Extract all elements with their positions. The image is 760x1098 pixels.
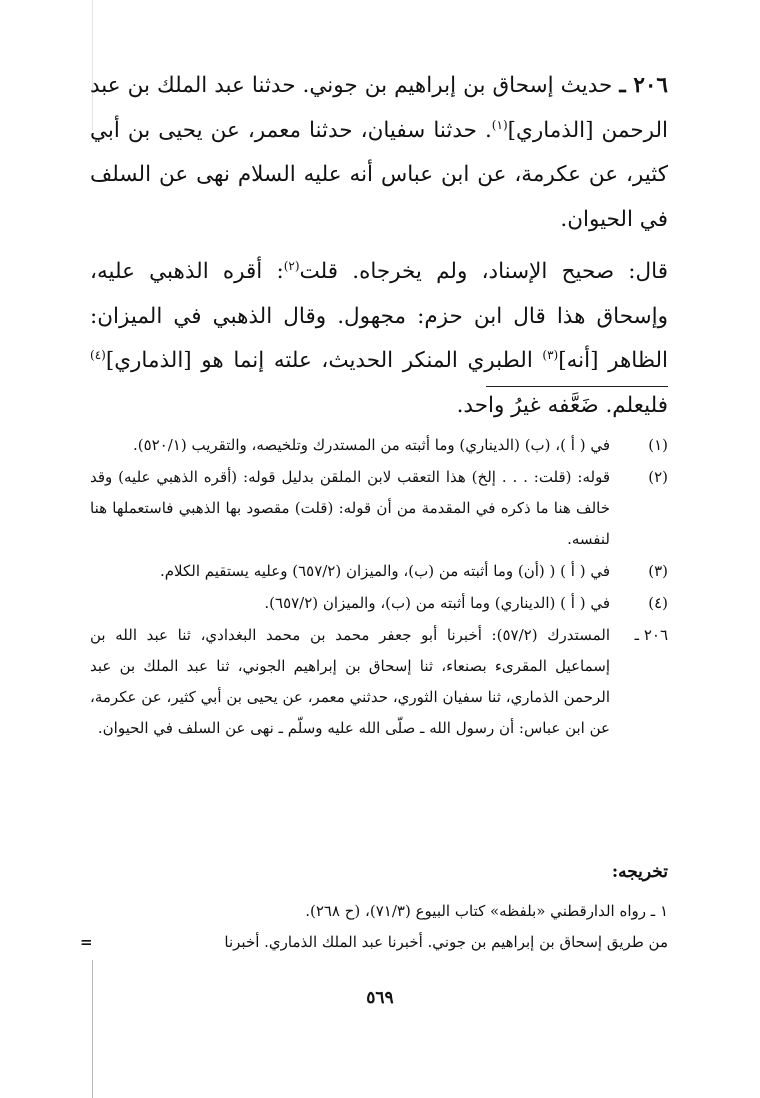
hadith-text-2: . حدثنا سفيان، حدثنا معمر، عن يحيى بن أبي كثير، عن عكرمة، عن ابن عباس أنه عليه السلام نهى عن السلف في الحيوان. <box>90 117 668 232</box>
footnote-ref-2: (٢) <box>283 258 300 273</box>
footnote-separator <box>486 386 668 387</box>
footnote-text: في ( أ ) ( (أن) وما أثبته من (ب)، والميزان (٦٥٧/٢) وعليه يستقيم الكلام. <box>159 562 610 580</box>
page-edge-line-bottom <box>92 960 93 1098</box>
commentary-text-1: قال: صحيح الإسناد، ولم يخرجاه. قلت <box>299 259 668 284</box>
footnote-ref-1: (١) <box>491 117 508 132</box>
source-note-number: ٢٠٦ ـ <box>634 626 668 644</box>
takhrij-line-1: ١ ـ رواه الدارقطني «بلفظه» كتاب البيوع (٧١/٣)، (ح ٢٦٨). <box>305 902 668 920</box>
footnote <box>90 462 668 555</box>
footnote-number: (٣) <box>648 562 668 580</box>
hadith-text-1: حديث إسحاق بن إبراهيم بن جوني. حدثنا عبد الملك بن عبد الرحمن [الذماري] <box>90 73 668 143</box>
takhrij-line <box>90 896 668 927</box>
footnote-number: (١) <box>648 436 668 454</box>
footnote-number: (٤) <box>648 594 668 612</box>
footnote-text: في ( أ ) (الديناري) وما أثبته من (ب)، والميزان (٦٥٧/٢). <box>264 594 610 612</box>
takhrij-section <box>80 896 668 958</box>
footnote-text: قوله: (قلت: . . . إلخ) هذا التعقب لابن الملقن بدليل قوله: (أقره الذهبي عليه) وقد خالف هنا ما ذكره في المقدمة من أن قوله: (قلت) مقصود بها الذهبي فاستعملها هنا لنفسه. <box>90 468 610 548</box>
footnote-ref-3: (٣) <box>542 347 559 362</box>
hadith-number: ٢٠٦ ـ <box>619 73 668 98</box>
footnote <box>90 556 668 587</box>
main-text <box>90 64 668 428</box>
commentary-text-2: : أقره الذهبي عليه، وإسحاق هذا قال ابن حزم: مجهول. وقال الذهبي في الميزان: الظاهر [أنه] <box>90 259 668 373</box>
commentary-text-3: الطبري المنكر الحديث، علته إنما هو [الذماري] <box>105 348 543 373</box>
footnote-number: (٢) <box>648 468 668 486</box>
source-note <box>90 620 668 744</box>
commentary-text-4: فليعلم. ضَعَّفه غيرُ واحد. <box>456 392 668 418</box>
takhrij-line <box>80 927 668 958</box>
continuation-mark: = <box>80 933 93 951</box>
takhrij-heading: تخريجه: <box>611 862 668 882</box>
footnotes <box>90 430 668 744</box>
commentary-paragraph <box>90 250 668 428</box>
takhrij-line-2: من طريق إسحاق بن إبراهيم بن جوني. أخبرنا عبد الملك الذماري. أخبرنا <box>224 933 668 951</box>
source-note-text: المستدرك (٥٧/٢): أخبرنا أبو جعفر محمد بن محمد البغدادي، ثنا عبد الله بن إسماعيل المقرىء بصنعاء، ثنا إسحاق بن إبراهيم الجوني، ثنا عبد الملك بن عبد الرحمن الذماري، ثنا سفيان الثوري، حدثني معمر، عن يحيى بن أبي كثير، عن عكرمة، عن ابن عباس: أن رسول الله ـ صلّى الله عليه وسلّم ـ نهى عن السلف في الحيوان. <box>90 626 610 737</box>
footnote <box>90 430 668 461</box>
hadith-paragraph <box>90 64 668 242</box>
page-number: ٥٦٩ <box>366 988 394 1008</box>
footnote-ref-4: (٤) <box>90 347 106 362</box>
footnote <box>90 588 668 619</box>
footnote-text: في ( أ )، (ب) (الديناري) وما أثبته من المستدرك وتلخيصه، والتقريب (٥٢٠/١). <box>132 436 610 454</box>
